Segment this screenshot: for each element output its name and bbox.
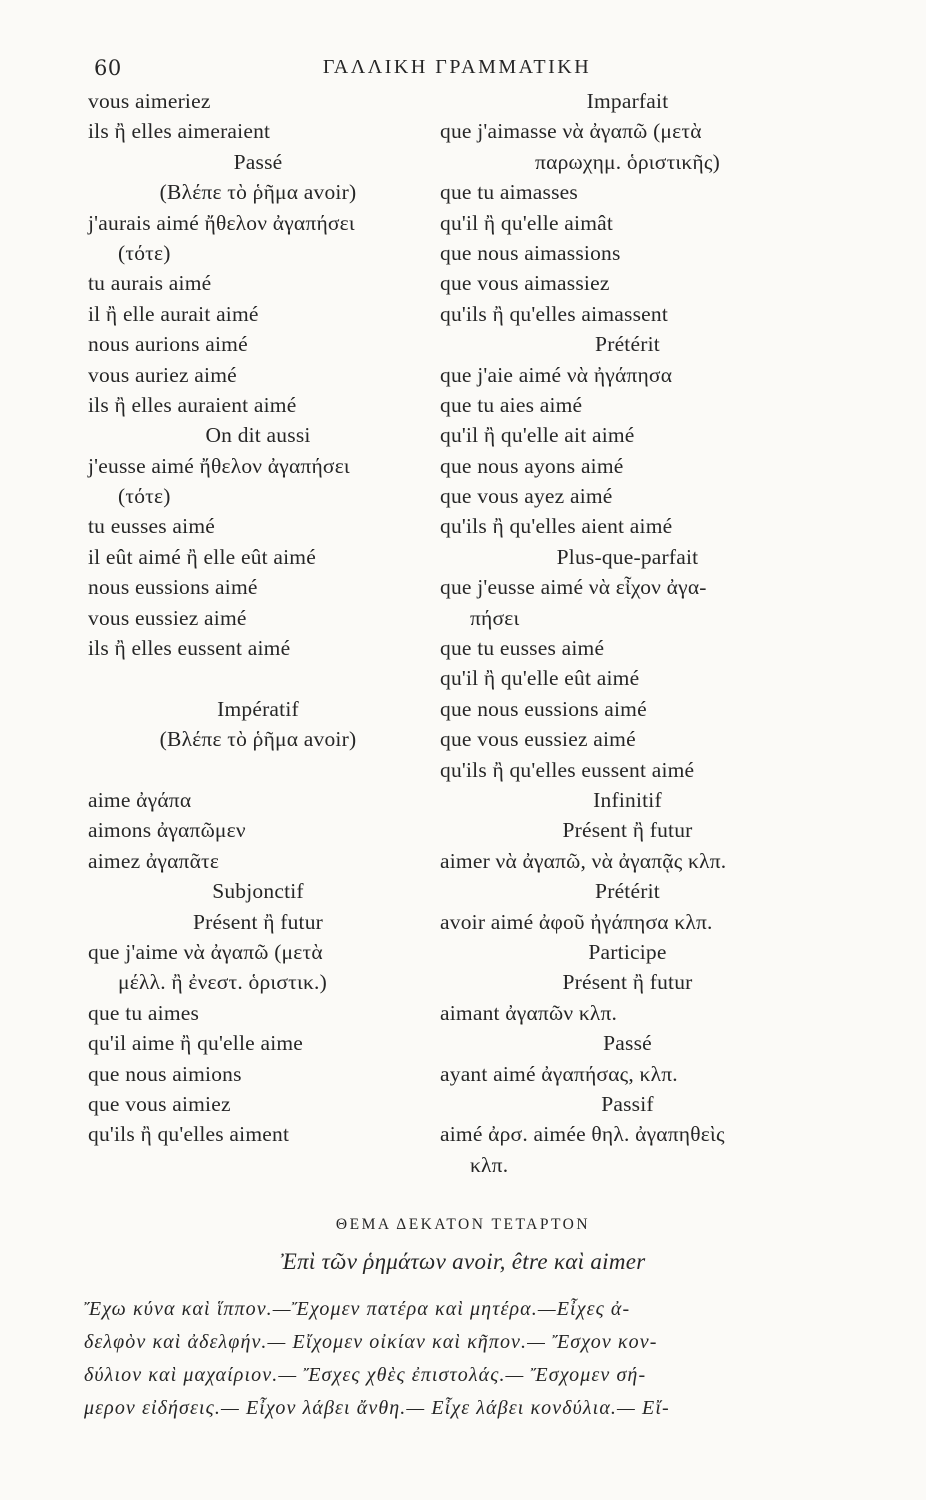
- conjugation-line: vous aimeriez: [88, 89, 211, 113]
- conjugation-line: j'aurais aimé ἤθελον ἀγαπήσει: [88, 210, 355, 235]
- conjugation-line: ils ἢ elles aimeraient: [88, 119, 271, 144]
- conjugation-line: aimons ἀγαπῶμεν: [88, 818, 246, 843]
- conjugation-line: il ἢ elle aurait aimé: [88, 301, 259, 326]
- conjugation-line: que vous aimiez: [88, 1091, 231, 1116]
- conjugation-line: il eût aimé ἢ elle eût aimé: [88, 544, 316, 569]
- section-heading: (Βλέπε τὸ ῥῆμα avoir): [159, 180, 357, 205]
- exercise-subtitle: Ἐπὶ τῶν ῥημάτων avoir, être καὶ aimer: [280, 1249, 646, 1274]
- exercise-line: μερον εἰδήσεις.— Εἶχον λάβει ἄνθη.— Εἶχε λάβει κονδύλια.— Εἴ-: [84, 1397, 670, 1419]
- section-heading: Passé: [603, 1031, 652, 1056]
- section-heading: Prétérit: [595, 879, 660, 904]
- conjugation-line: vous eussiez aimé: [88, 605, 247, 630]
- conjugation-line: que j'eusse aimé νὰ εἶχον ἀγα-: [440, 575, 707, 600]
- conjugation-line: qu'ils ἢ qu'elles eussent aimé: [440, 757, 695, 782]
- exercise-line: δελφὸν καὶ ἀδελφήν.— Εἴχομεν οἰκίαν καὶ κῆπον.— Ἔσχον κον-: [84, 1331, 658, 1353]
- page-header: [94, 56, 820, 88]
- conjugation-line: nous aurions aimé: [88, 332, 248, 357]
- page-number: 60: [94, 56, 122, 80]
- conjugation-line: que tu aies aimé: [440, 392, 583, 417]
- conjugation-line: que j'aime νὰ ἀγαπῶ (μετὰ: [88, 939, 323, 964]
- section-heading: Subjonctif: [212, 879, 304, 904]
- conjugation-line: vous auriez aimé: [88, 362, 237, 387]
- left-column: [88, 86, 428, 1150]
- conjugation-line: que vous aimassiez: [440, 271, 610, 296]
- section-heading: Impératif: [217, 696, 299, 721]
- conjugation-line: ils ἢ elles auraient aimé: [88, 392, 297, 417]
- section-heading: Passif: [601, 1091, 654, 1116]
- conjugation-line: que tu eusses aimé: [440, 636, 605, 661]
- exercise-body: [84, 1293, 824, 1425]
- conjugation-line: j'eusse aimé ἤθελον ἀγαπήσει: [88, 453, 350, 478]
- conjugation-line: tu eusses aimé: [88, 514, 215, 539]
- section-heading: παρωχημ. ὁριστικῆς): [535, 149, 720, 174]
- conjugation-line: que vous eussiez aimé: [440, 727, 636, 752]
- right-column: [440, 86, 815, 1180]
- conjugation-line: qu'ils ἢ qu'elles aimassent: [440, 301, 669, 326]
- section-heading: Présent ἢ futur: [192, 909, 324, 934]
- conjugation-line: que nous aimions: [88, 1061, 242, 1086]
- conjugation-line: que nous eussions aimé: [440, 696, 647, 721]
- conjugation-line: que j'aimasse νὰ ἀγαπῶ (μετὰ: [440, 119, 702, 144]
- conjugation-line: [88, 755, 428, 785]
- section-heading: Participe: [588, 939, 667, 964]
- conjugation-line: que tu aimes: [88, 1000, 200, 1025]
- conjugation-line: πήσει: [470, 605, 520, 630]
- conjugation-line: que nous ayons aimé: [440, 453, 624, 478]
- conjugation-line: qu'ils ἢ qu'elles aiment: [88, 1122, 290, 1147]
- conjugation-line: aime ἀγάπα: [88, 787, 192, 812]
- section-heading: Prétérit: [595, 332, 660, 357]
- conjugation-line: aimez ἀγαπᾶτε: [88, 848, 220, 873]
- conjugation-line: qu'il ἢ qu'elle ait aimé: [440, 423, 635, 448]
- conjugation-line: qu'ils ἢ qu'elles aient aimé: [440, 514, 673, 539]
- conjugation-line: (τότε): [118, 484, 171, 509]
- conjugation-line: tu aurais aimé: [88, 271, 212, 296]
- conjugation-line: aimé ἀρσ. aimée θηλ. ἀγαπηθεὶς: [440, 1122, 725, 1147]
- exercise-line: δύλιον καὶ μαχαίριον.— Ἔσχες χθὲς ἐπιστολάς.— Ἔσχομεν σή-: [84, 1364, 647, 1386]
- section-heading: Plus-que-parfait: [556, 544, 699, 569]
- section-heading: Imparfait: [586, 89, 669, 113]
- conjugation-line: que nous aimassions: [440, 240, 621, 265]
- section-heading: Passé: [233, 149, 283, 174]
- conjugation-line: ils ἢ elles eussent aimé: [88, 636, 291, 661]
- conjugation-line: [88, 663, 428, 693]
- conjugation-line: que vous ayez aimé: [440, 484, 613, 509]
- conjugation-line: nous eussions aimé: [88, 575, 258, 600]
- conjugation-line: qu'il ἢ qu'elle eût aimé: [440, 666, 640, 691]
- conjugation-line: ayant aimé ἀγαπήσας, κλπ.: [440, 1061, 678, 1086]
- section-heading: Infinitif: [593, 787, 662, 812]
- conjugation-line: que j'aie aimé νὰ ἠγάπησα: [440, 362, 673, 387]
- conjugation-line: (τότε): [118, 240, 171, 265]
- conjugation-line: aimer νὰ ἀγαπῶ, νὰ ἀγαπᾷς κλπ.: [440, 848, 727, 873]
- running-title: ΓΑΛΛΙΚΗ ΓΡΑΜΜΑΤΙΚΗ: [322, 56, 592, 78]
- section-heading: On dit aussi: [205, 423, 311, 448]
- conjugation-line: avoir aimé ἀφοῦ ἠγάπησα κλπ.: [440, 909, 713, 934]
- exercise-title: ΘΕΜΑ ΔΕΚΑΤΟΝ ΤΕΤΑΡΤΟΝ: [335, 1216, 591, 1233]
- section-heading: Présent ἢ futur: [562, 818, 693, 843]
- conjugation-line: qu'il aime ἢ qu'elle aime: [88, 1031, 304, 1056]
- section-heading: (Βλέπε τὸ ῥῆμα avoir): [159, 727, 357, 752]
- conjugation-line: que tu aimasses: [440, 180, 578, 205]
- section-heading: Présent ἢ futur: [562, 970, 693, 995]
- conjugation-line: κλπ.: [470, 1152, 509, 1177]
- exercise-line: Ἔχω κύνα καὶ ἵππον.—Ἔχομεν πατέρα καὶ μητέρα.—Εἶχες ἀ-: [84, 1298, 631, 1320]
- conjugation-line: qu'il ἢ qu'elle aimât: [440, 210, 614, 235]
- conjugation-line: aimant ἀγαπῶν κλπ.: [440, 1000, 618, 1025]
- conjugation-line: μέλλ. ἢ ἐνεστ. ὁριστικ.): [118, 970, 327, 995]
